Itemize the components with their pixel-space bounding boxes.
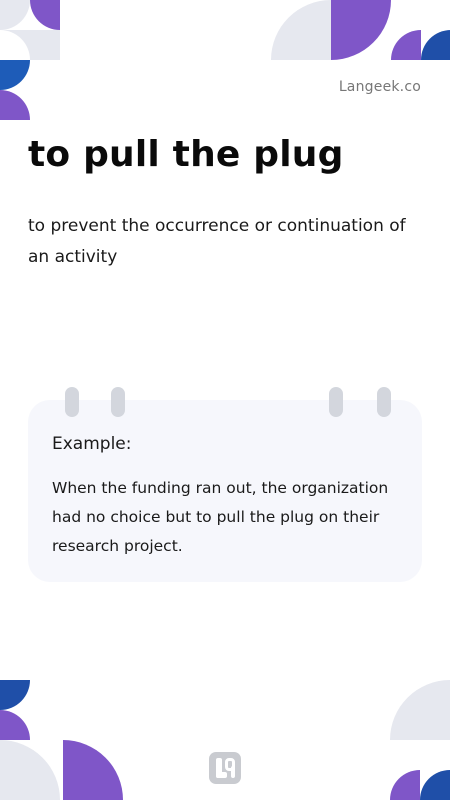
example-label: Example:	[52, 434, 132, 454]
headword: to pull the plug	[28, 134, 344, 175]
binder-ring	[377, 387, 391, 417]
definition: to prevent the occurrence or continuation of an activity	[28, 216, 406, 267]
binder-ring	[329, 387, 343, 417]
brand-link[interactable]: Langeek.co	[338, 79, 421, 95]
decor-shape	[0, 740, 60, 800]
decor-shape	[0, 60, 30, 90]
decor-shape	[0, 0, 30, 30]
decor-shape	[390, 680, 450, 740]
decor-shape	[420, 770, 450, 800]
decor-shape	[63, 740, 123, 800]
decor-shape	[271, 0, 331, 60]
binder-ring	[111, 387, 125, 417]
example-text: When the funding ran out, the organization had no choice but to pull the plug on their research project.	[52, 479, 389, 555]
decor-shape	[331, 0, 391, 60]
decor-shape	[30, 0, 60, 30]
binder-ring	[65, 387, 79, 417]
decor-shape	[0, 90, 30, 120]
decor-shape	[391, 30, 421, 60]
decor-shape	[390, 770, 420, 800]
decor-shape	[0, 680, 30, 710]
decor-shape	[0, 710, 30, 740]
decor-shape	[421, 30, 450, 60]
langeek-logo-icon[interactable]	[209, 752, 241, 784]
